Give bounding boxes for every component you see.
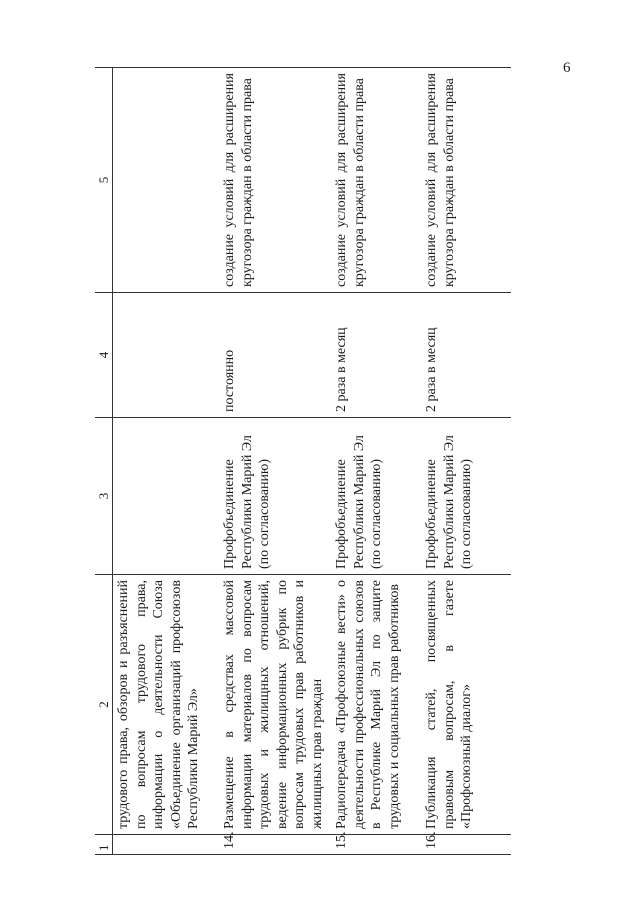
row-executor: Профобъединение Республики Марий Эл (по согласованию) [331, 418, 421, 575]
row-result: создание условий для расширения кругозора граждан в области права [331, 68, 421, 293]
row-activity: трудового права, обзоров и разъяснений по вопросам трудового права, информации о деятельности Союза «Объединение организаций профсоюзов Республики Марий Эл» [113, 575, 220, 835]
table-row [421, 68, 511, 855]
table-row [331, 68, 421, 855]
row-period: постоянно [219, 293, 331, 418]
row-period: 2 раза в месяц [421, 293, 511, 418]
table-row [219, 68, 331, 855]
row-period: 2 раза в месяц [331, 293, 421, 418]
rotated-table-container [95, 68, 535, 855]
measures-table [95, 67, 511, 855]
header-cell: 1 [95, 835, 113, 855]
row-activity: Размещение в средствах массовой информации материалов по вопросам трудовых и жилищных отношений, ведение информационных рубрик по вопросам трудовых прав работников и жилищных прав граждан [219, 575, 331, 835]
page-number: 6 [563, 60, 571, 76]
table-row [113, 68, 220, 855]
row-result: создание условий для расширения кругозора граждан в области права [421, 68, 511, 293]
row-number [113, 835, 220, 855]
row-executor [113, 418, 220, 575]
header-cell: 5 [95, 68, 113, 293]
header-cell: 2 [95, 575, 113, 835]
row-number: 15. [331, 835, 421, 855]
row-executor: Профобъединение Республики Марий Эл (по согласованию) [421, 418, 511, 575]
row-number: 14. [219, 835, 331, 855]
row-number: 16. [421, 835, 511, 855]
row-result [113, 68, 220, 293]
header-cell: 4 [95, 293, 113, 418]
header-cell: 3 [95, 418, 113, 575]
row-result: создание условий для расширения кругозора граждан в области права [219, 68, 331, 293]
table-header-row [95, 68, 113, 855]
row-executor: Профобъединение Республики Марий Эл (по согласованию) [219, 418, 331, 575]
row-activity: Радиопередача «Профсоюзные вести» о деятельности профессиональных союзов в Республике Марий Эл по защите трудовых и социальных прав работников [331, 575, 421, 835]
row-activity: Публикация статей, посвященных правовым вопросам, в газете «Профсоюзный диалог» [421, 575, 511, 835]
row-period [113, 293, 220, 418]
